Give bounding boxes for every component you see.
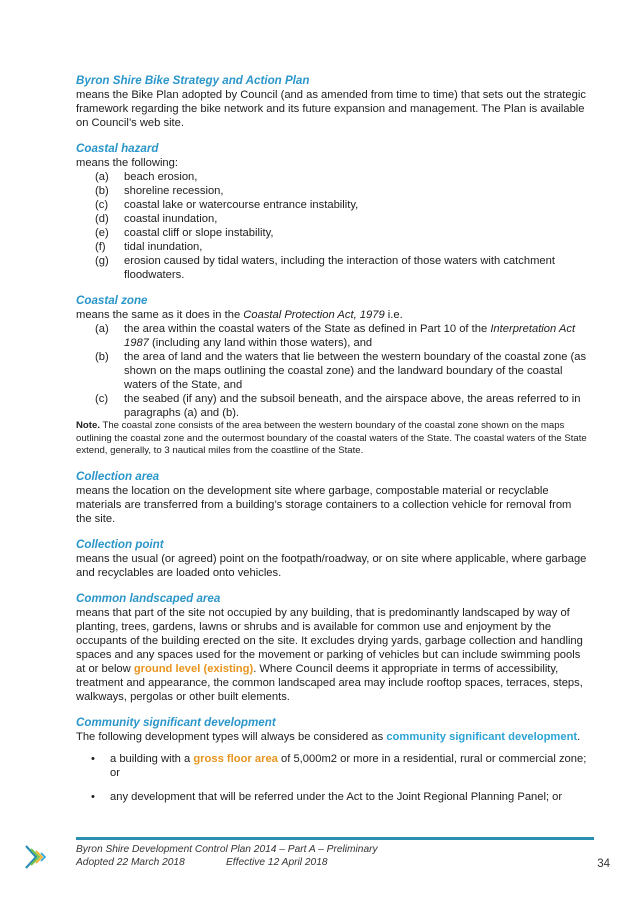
list-item xyxy=(76,184,590,198)
page-number: 34 xyxy=(597,858,610,870)
term-collection-area: Collection area xyxy=(76,469,160,483)
list-item xyxy=(76,212,590,226)
term-bike-strategy: Byron Shire Bike Strategy and Action Plan xyxy=(76,74,310,87)
list-item xyxy=(76,350,590,392)
bullet-text: a building with a xyxy=(110,752,194,765)
intro-text: means the same as it does in the xyxy=(76,309,244,321)
coastal-zone-list xyxy=(76,322,590,420)
intro-text: The following development types will always be considered as xyxy=(76,730,387,743)
list-text: tidal inundation, xyxy=(124,241,203,253)
community-significant-link[interactable]: community significant development xyxy=(386,730,578,743)
list-text: coastal lake or watercourse entrance instability, xyxy=(124,199,359,211)
intro-text-end: . xyxy=(577,730,581,743)
list-text: the area of land and the waters that lie between the western boundary of the coastal zone (as shown on the maps outlining the coastal zone) and the landward boundary of the coastal waters of the State, and xyxy=(124,351,587,391)
coastal-zone-note xyxy=(76,420,590,458)
act-name: Interpretation Act 1987 xyxy=(124,323,576,349)
list-label: (f) xyxy=(95,241,106,253)
term-community-significant-development: Community significant development xyxy=(76,715,276,729)
definition-collection-area: means the location on the development site where garbage, compostable material or recyclable materials are transferred from a building’s storage containers to a collection vehicle for removal from the site. xyxy=(76,484,572,525)
list-label: (c) xyxy=(95,393,109,405)
council-logo-icon xyxy=(22,842,52,872)
definition-text-end: . Where Council deems it appropriate in terms of accessibility, treatment and appearance, the common landscaped area may include rooftop spaces, terraces, steps, walkways, pergolas or other built elements. xyxy=(76,662,583,703)
definition-coastal-hazard-intro: means the following: xyxy=(76,157,178,169)
bullet-item xyxy=(76,752,590,780)
coastal-hazard-list xyxy=(76,170,590,282)
list-label: (c) xyxy=(95,199,109,211)
list-item xyxy=(76,170,590,184)
list-item xyxy=(76,322,590,350)
note-text: The coastal zone consists of the area between the western boundary of the coastal zone shown on the maps outlining the coastal zone and the outermost boundary of the coastal waters of the State. The coastal waters of the State extend, generally, to 3 nautical miles from the coastline of the State. xyxy=(76,420,587,456)
definition-common-landscaped-area xyxy=(76,606,590,704)
page-content xyxy=(76,73,590,814)
list-label: (a) xyxy=(95,323,109,335)
list-label: (b) xyxy=(95,351,109,363)
definition-community-significant-intro xyxy=(76,730,590,744)
community-significant-list xyxy=(76,752,590,804)
definition-coastal-zone-intro xyxy=(76,308,590,322)
list-text: erosion caused by tidal waters, including the interaction of those waters with catchment floodwaters. xyxy=(124,255,555,281)
intro-text-end: i.e. xyxy=(384,309,403,321)
list-label: (b) xyxy=(95,185,109,197)
footer-adopted: Adopted 22 March 2018 xyxy=(76,857,185,868)
list-text: coastal cliff or slope instability, xyxy=(124,227,274,239)
footer-effective: Effective 12 April 2018 xyxy=(226,857,328,868)
footer xyxy=(76,843,586,869)
list-item xyxy=(76,198,590,212)
list-text: the area within the coastal waters of the State as defined in Part 10 of the xyxy=(124,323,491,335)
footer-title: Byron Shire Development Control Plan 2014 – Part A – Preliminary xyxy=(76,844,378,855)
footer-dates xyxy=(76,856,586,869)
list-text: shoreline recession, xyxy=(124,185,224,197)
act-name: Coastal Protection Act, 1979 xyxy=(243,309,385,321)
list-label: (a) xyxy=(95,171,109,183)
term-coastal-zone: Coastal zone xyxy=(76,294,148,307)
list-text-end: (including any land within those waters), and xyxy=(148,337,373,349)
list-label: (d) xyxy=(95,213,109,225)
note-label: Note. xyxy=(76,420,100,431)
definition-collection-point: means the usual (or agreed) point on the footpath/roadway, or on site where applicable, where garbage and recyclables are loaded onto vehicles. xyxy=(76,552,587,579)
definition-text: means that part of the site not occupied by any building, that is predominantly landscaped by way of planting, trees, gardens, lawns or shrubs and is available for common use and enjoyment by the occupants of the building erected on the site. It excludes drying yards, garbage collection and handling spaces and any spaces used for the movement or parking of vehicles but can include swimming pools at or below xyxy=(76,606,583,675)
list-item xyxy=(76,392,590,420)
list-text: the seabed (if any) and the subsoil beneath, and the airspace above, the areas referred to in paragraphs (a) and (b). xyxy=(124,393,581,419)
list-text: coastal inundation, xyxy=(124,213,218,225)
list-item xyxy=(76,254,590,282)
footer-rule xyxy=(76,837,594,840)
list-text: beach erosion, xyxy=(124,171,198,183)
bullet-dot: • xyxy=(91,790,95,803)
ground-level-link[interactable]: ground level (existing) xyxy=(133,662,254,675)
bullet-text: any development that will be referred under the Act to the Joint Regional Planning Panel; or xyxy=(110,790,563,803)
list-item xyxy=(76,226,590,240)
term-coastal-hazard: Coastal hazard xyxy=(76,142,159,155)
definition-bike-strategy: means the Bike Plan adopted by Council (and as amended from time to time) that sets out the strategic framework regarding the bike network and its future expansion and management. The Plan is available on Council’s web site. xyxy=(76,89,586,129)
bullet-dot: • xyxy=(91,752,95,765)
list-item xyxy=(76,240,590,254)
term-collection-point: Collection point xyxy=(76,537,164,551)
bullet-text-end: of 5,000m2 or more in a residential, rural or commercial zone; or xyxy=(110,752,587,779)
bullet-item xyxy=(76,790,590,804)
term-common-landscaped-area: Common landscaped area xyxy=(76,591,221,605)
list-label: (g) xyxy=(95,255,109,267)
gross-floor-area-link[interactable]: gross floor area xyxy=(193,752,278,765)
list-label: (e) xyxy=(95,227,109,239)
